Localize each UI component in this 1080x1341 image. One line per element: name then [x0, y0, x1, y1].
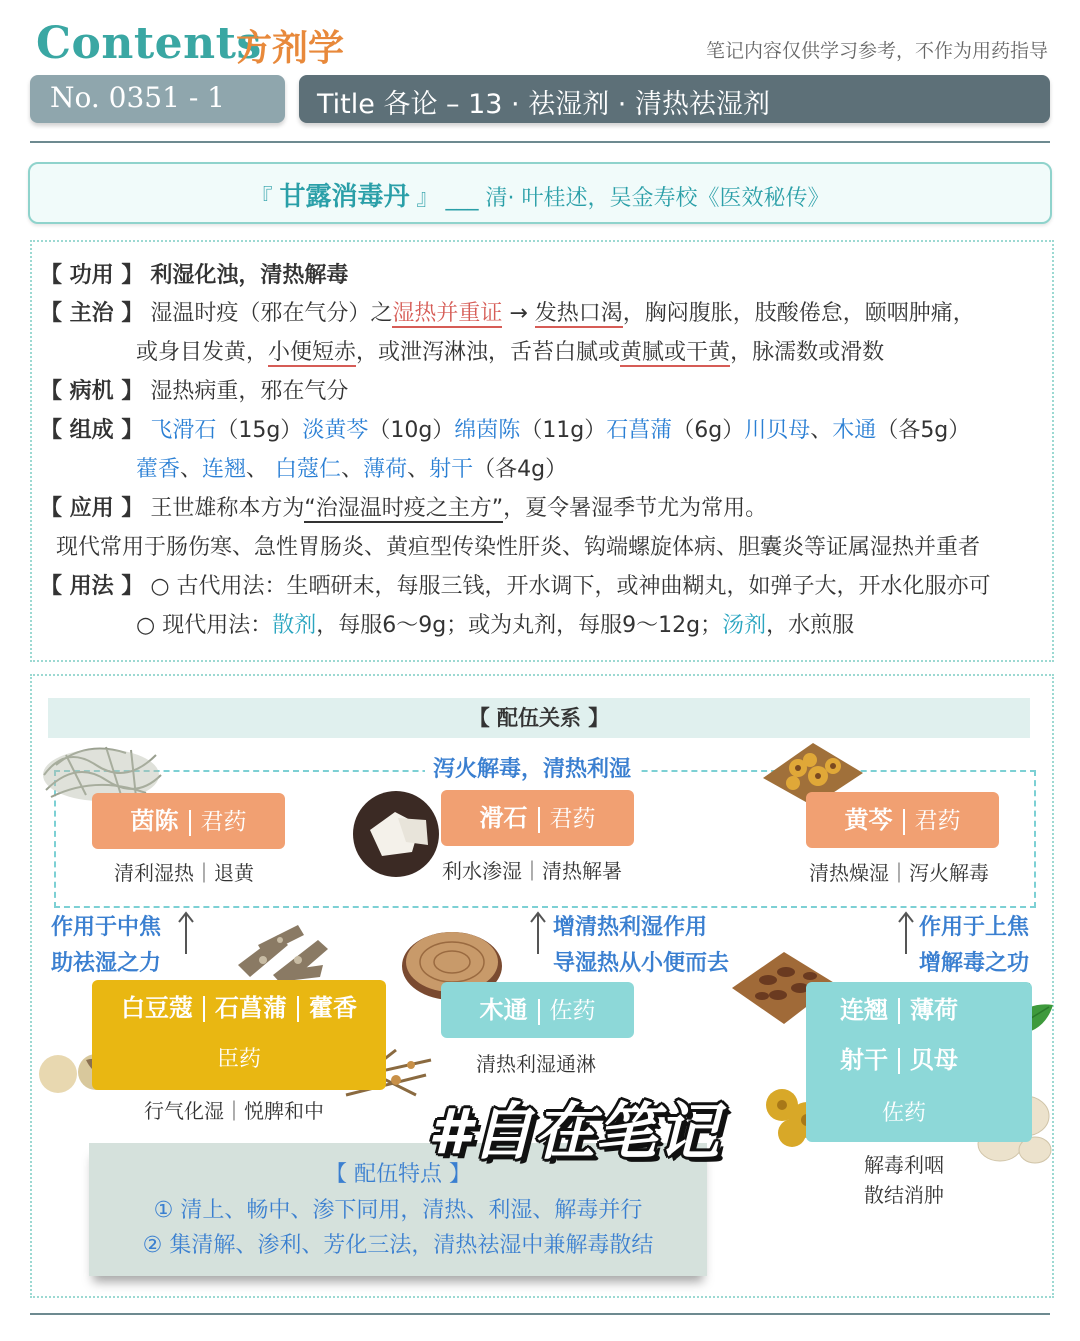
- note-title: Title 各论 – 13 · 祛湿剂 · 清热祛湿剂: [317, 89, 770, 120]
- jun-group-caption: 泻火解毒，清热利湿: [425, 752, 639, 783]
- feature-item: ② 集清解、渗利、芳化三法，清热祛湿中兼解毒散结: [142, 1233, 654, 1258]
- chen-fn: 行气化湿｜悦脾和中: [144, 1099, 324, 1123]
- feature-item: ① 清上、畅中、渗下同用，清热、利湿、解毒并行: [153, 1198, 643, 1223]
- herb-dose: （各4g）: [473, 457, 568, 482]
- herb-name: 石菖蒲: [215, 994, 287, 1022]
- label-yingyong: 【 应用 】: [40, 496, 144, 521]
- mutong-fn: 清热利湿通淋: [476, 1052, 596, 1076]
- note-line: 作用于上焦: [919, 915, 1030, 940]
- watermark: #自在笔记: [428, 1095, 720, 1168]
- header-disclaimer: 笔记内容仅供学习参考，不作为用药指导: [705, 40, 1048, 62]
- note-line: 助祛湿之力: [51, 951, 162, 976]
- note-line: 增清热利湿作用: [553, 915, 708, 940]
- label-bingji: 【 病机 】: [40, 379, 144, 404]
- formula-header: [28, 162, 1052, 224]
- herb-dose: （10g）: [368, 418, 455, 443]
- herb-name: 木通: [832, 418, 877, 443]
- zhuzhi-symptom: 黄腻或干黄: [620, 340, 731, 365]
- herb-dose: （6g）: [672, 418, 745, 443]
- info-panel: [30, 240, 1054, 662]
- note-number-bar: [30, 75, 285, 123]
- herb-name: 薄荷: [363, 457, 408, 482]
- zhuzhi-text: ，脉濡数或滑数: [730, 340, 885, 365]
- jun-herb-huashi: [441, 790, 634, 846]
- row-yongfa: [40, 569, 991, 600]
- zhuzhi-symptom: 小便短赤: [268, 340, 357, 365]
- jun-herb-huangqin: [806, 792, 999, 848]
- separator: [903, 809, 905, 835]
- zuo-herb-mutong: [441, 982, 634, 1038]
- herb-dose: 、: [180, 457, 203, 482]
- herb-name: 淡黄芩: [302, 418, 369, 443]
- herb-name: 连翘: [202, 457, 247, 482]
- separator: [898, 1048, 900, 1074]
- zuo-fn-line: 解毒利咽: [864, 1153, 944, 1177]
- herb-dose: 、: [407, 457, 430, 482]
- header-contents: Contents: [36, 18, 262, 69]
- herb-name: 飞滑石: [150, 418, 217, 443]
- note-middle-jiao: [51, 910, 161, 982]
- zuo-herb-group: [806, 982, 1032, 1142]
- formula-name: 甘露消毒丹: [279, 182, 410, 212]
- zuo-role: 佐药: [882, 1101, 927, 1126]
- dosage-form: 汤剂: [722, 613, 767, 638]
- zhuzhi-key-syndrome: 湿热并重证: [392, 301, 503, 326]
- text-bingji: 湿热病重，邪在气分: [150, 379, 349, 404]
- jun-fn-huashi: 利水渗湿｜清热解暑: [442, 859, 622, 883]
- title-bar: [299, 75, 1050, 123]
- features-title: 【 配伍特点 】: [325, 1162, 471, 1187]
- zhuzhi-text: 湿温时疫（邪在气分）之: [150, 301, 393, 326]
- compatibility-title: 【 配伍关系 】: [48, 698, 1030, 738]
- separator: [898, 998, 900, 1024]
- row-gongyong: [40, 258, 348, 289]
- zhuzhi-symptom: 发热口渴: [534, 301, 623, 326]
- separator: [538, 999, 540, 1025]
- jun-fn-yinchen: 清利湿热｜退黄: [114, 861, 254, 885]
- zuo-fn-line: 散结消肿: [864, 1183, 944, 1207]
- zhuzhi-text: ，或泄泻淋浊，舌苔白腻或: [356, 340, 621, 365]
- dosage-form: 散剂: [272, 613, 317, 638]
- header-subject: 方剂学: [236, 28, 345, 69]
- row-yingyong-2: 现代常用于肠伤寒、急性胃肠炎、黄疸型传染性肝炎、钩端螺旋体病、胆囊炎等证属湿热并重者: [56, 535, 981, 560]
- herb-role: 君药: [549, 806, 596, 832]
- row-zhuzhi: [40, 296, 975, 327]
- quote-close: 』: [416, 186, 439, 211]
- arrow-up-icon: [176, 910, 196, 955]
- note-number: No. 0351 - 1: [50, 81, 225, 114]
- divider-bottom: [30, 1313, 1050, 1315]
- arrow-up-icon: [528, 910, 548, 955]
- note-upper-jiao: [919, 910, 1029, 982]
- zhuzhi-text: ，胸闷腹胀，肢酸倦怠，颐咽肿痛，: [622, 301, 975, 326]
- yingyong-text: ，夏令暑湿季节尤为常用。: [503, 496, 768, 521]
- herb-dose: （15g）: [216, 418, 303, 443]
- row-zucheng: [40, 413, 970, 444]
- chen-herb-group: [92, 980, 386, 1090]
- chen-role: 臣药: [216, 1047, 261, 1072]
- label-yongfa: 【 用法 】: [40, 574, 144, 599]
- herb-role: 君药: [200, 809, 247, 835]
- divider-top: [30, 141, 1050, 143]
- herb-name: 藿香: [136, 457, 181, 482]
- herb-name: 木通: [479, 996, 528, 1024]
- herb-role: 君药: [914, 808, 961, 834]
- herb-name: 川贝母: [744, 418, 811, 443]
- zhuzhi-text: 或身目发黄，: [136, 340, 269, 365]
- herb-name: 白蔻仁: [275, 457, 342, 482]
- yongfa-text: ，水煎服: [766, 613, 855, 638]
- herb-name: 射干: [840, 1046, 888, 1074]
- row-bingji: [40, 374, 348, 405]
- herb-dose: 、: [246, 457, 276, 482]
- row-zhuzhi-2: [136, 335, 884, 366]
- separator: [297, 996, 299, 1022]
- row-yongfa-2: [136, 608, 854, 639]
- herb-name: 射干: [429, 457, 474, 482]
- herb-dose: （各5g）: [876, 418, 971, 443]
- herb-role: 佐药: [549, 998, 596, 1024]
- huashi-herb-image: [350, 790, 442, 878]
- herb-name: 薄荷: [910, 996, 958, 1024]
- herb-name: 贝母: [910, 1046, 958, 1074]
- herb-name: 滑石: [479, 804, 528, 832]
- jun-fn-huangqin: 清热燥湿｜泻火解毒: [809, 861, 989, 885]
- herb-dose: （11g）: [520, 418, 607, 443]
- row-zucheng-2: [136, 452, 567, 483]
- zhuzhi-arrow: →: [502, 301, 535, 326]
- separator: [538, 807, 540, 833]
- separator: [203, 996, 205, 1022]
- note-mutong: [553, 910, 729, 982]
- herb-name: 连翘: [840, 996, 888, 1024]
- herb-name: 茵陈: [130, 807, 179, 835]
- text-gongyong: 利湿化浊，清热解毒: [150, 263, 349, 288]
- yingyong-text: 王世雄称本方为: [150, 496, 305, 521]
- herb-name: 石菖蒲: [606, 418, 673, 443]
- herb-dose: 、: [810, 418, 833, 443]
- yongfa-text: ○ 现代用法：: [136, 613, 273, 638]
- note-line: 作用于中焦: [51, 915, 162, 940]
- herb-name: 黄芩: [844, 806, 893, 834]
- herb-dose: 、: [341, 457, 364, 482]
- yongfa-text: ，每服6～9g；或为丸剂，每服9～12g；: [316, 613, 723, 638]
- quote-open: 『: [250, 186, 273, 211]
- formula-line: ___: [445, 186, 479, 211]
- herb-name: 白豆蔻: [121, 994, 193, 1022]
- note-line: 导湿热从小便而去: [553, 951, 730, 976]
- label-zucheng: 【 组成 】: [40, 418, 144, 443]
- jun-herb-yinchen: [92, 793, 285, 849]
- herb-name: 藿香: [309, 994, 357, 1022]
- label-zhuzhi: 【 主治 】: [40, 301, 144, 326]
- row-yingyong: [40, 491, 767, 522]
- note-line: 增解毒之功: [919, 951, 1030, 976]
- herb-name: 绵茵陈: [454, 418, 521, 443]
- yongfa-ancient: ○ 古代用法：生晒研末，每服三钱，开水调下，或神曲糊丸，如弹子大，开水化服亦可: [150, 574, 991, 599]
- yingyong-quote: “治湿温时疫之主方”: [304, 496, 504, 521]
- zuo-fn: [864, 1150, 944, 1210]
- arrow-up-icon: [896, 910, 916, 955]
- formula-source: 清· 叶桂述，吴金寿校《医效秘传》: [485, 186, 830, 211]
- separator: [189, 810, 191, 836]
- label-gongyong: 【 功用 】: [40, 263, 144, 288]
